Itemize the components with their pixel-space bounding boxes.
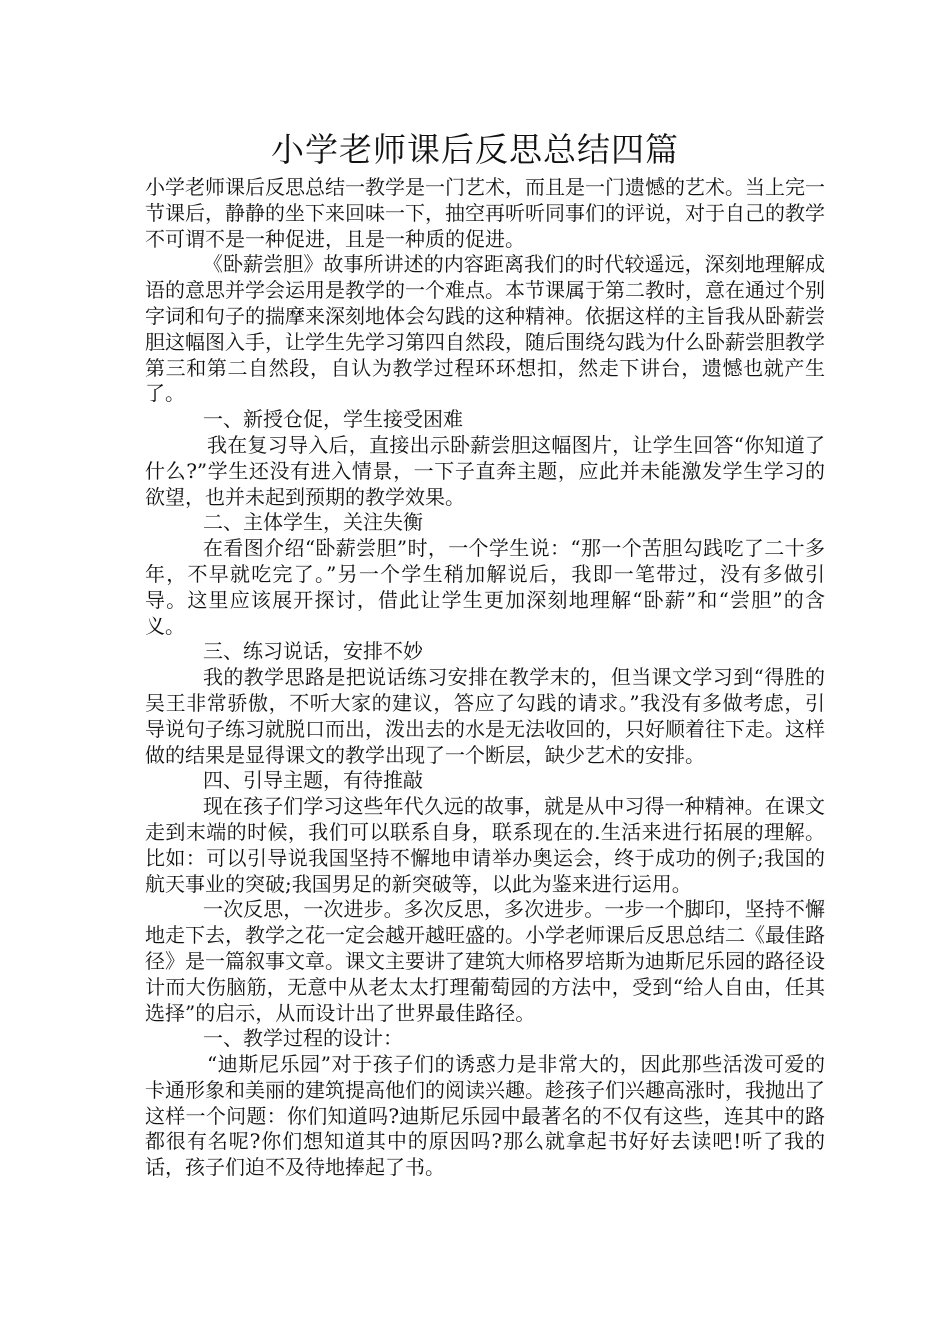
section-heading: 二、主体学生，关注失衡 [203, 510, 423, 535]
paragraph: 一次反思，一次进步。多次反思，多次进步。一步一个脚印，坚持不懈地走下去，教学之花一定会越开越旺盛的。小学老师课后反思总结二《最佳路径》是一篇叙事文章。课文主要讲了建筑大师格罗培斯为迪斯尼乐园的路径设计而大伤脑筋，无意中从老太太打理葡萄园的方法中，受到“给人自由，任其选择”的启示，从而设计出了世界最佳路径。 [145, 897, 825, 1025]
paragraph: 现在孩子们学习这些年代久远的故事，就是从中习得一种精神。在课文走到末端的时候，我们可以联系自身，联系现在的.生活来进行拓展的理解。比如：可以引导说我国坚持不懈地申请举办奥运会，终于成功的例子;我国的航天事业的突破;我国男足的新突破等，以此为鉴来进行运用。 [145, 794, 825, 896]
paragraph: 在看图介绍“卧薪尝胆”时，一个学生说：“那一个苦胆勾践吃了二十多年，不早就吃完了。”另一个学生稍加解说后，我即一笔带过，没有多做引导。这里应该展开探讨，借此让学生更加深刻地理解“卧薪”和“尝胆”的含义。 [145, 536, 825, 638]
paragraph: 《卧薪尝胆》故事所讲述的内容距离我们的时代较遥远，深刻地理解成语的意思并学会运用是教学的一个难点。本节课属于第二教时，意在通过个别字词和句子的揣摩来深刻地体会勾践的这种精神。依据这样的主旨我从卧薪尝胆这幅图入手，让学生先学习第四自然段，随后围绕勾践为什么卧薪尝胆教学第三和第二自然段，自认为教学过程环环想扣，然走下讲台，遗憾也就产生了。 [145, 252, 825, 406]
section-heading: 三、练习说话，安排不妙 [203, 639, 423, 664]
section-heading: 四、引导主题，有待推敲 [203, 768, 423, 793]
document-body [145, 175, 825, 1181]
paragraph: 我的教学思路是把说话练习安排在教学末的，但当课文学习到“得胜的吴王非常骄傲，不听大家的建议，答应了勾践的请求。”我没有多做考虑，引导说句子练习就脱口而出，泼出去的水是无法收回的，只好顺着往下走。这样做的结果是显得课文的教学出现了一个断层，缺少艺术的安排。 [145, 665, 825, 767]
paragraph-intro: 小学老师课后反思总结一教学是一门艺术，而且是一门遗憾的艺术。当上完一节课后，静静的坐下来回味一下，抽空再听听同事们的评说，对于自己的教学不可谓不是一种促进，且是一种质的促进。 [145, 175, 825, 251]
section-heading: 一、新授仓促，学生接受困难 [203, 407, 463, 432]
section-heading: 一、教学过程的设计： [203, 1026, 403, 1051]
document-title: 小学老师课后反思总结四篇 [271, 130, 679, 169]
paragraph: “迪斯尼乐园”对于孩子们的诱惑力是非常大的，因此那些活泼可爱的卡通形象和美丽的建筑提高他们的阅读兴趣。趁孩子们兴趣高涨时，我抛出了这样一个问题：你们知道吗?迪斯尼乐园中最著名的不仅有这些，连其中的路都很有名呢?你们想知道其中的原因吗?那么就拿起书好好去读吧!听了我的话，孩子们迫不及待地捧起了书。 [145, 1052, 825, 1180]
paragraph: 我在复习导入后，直接出示卧薪尝胆这幅图片，让学生回答“你知道了什么?”学生还没有进入情景，一下子直奔主题，应此并未能激发学生学习的欲望，也并未起到预期的教学效果。 [145, 432, 825, 509]
